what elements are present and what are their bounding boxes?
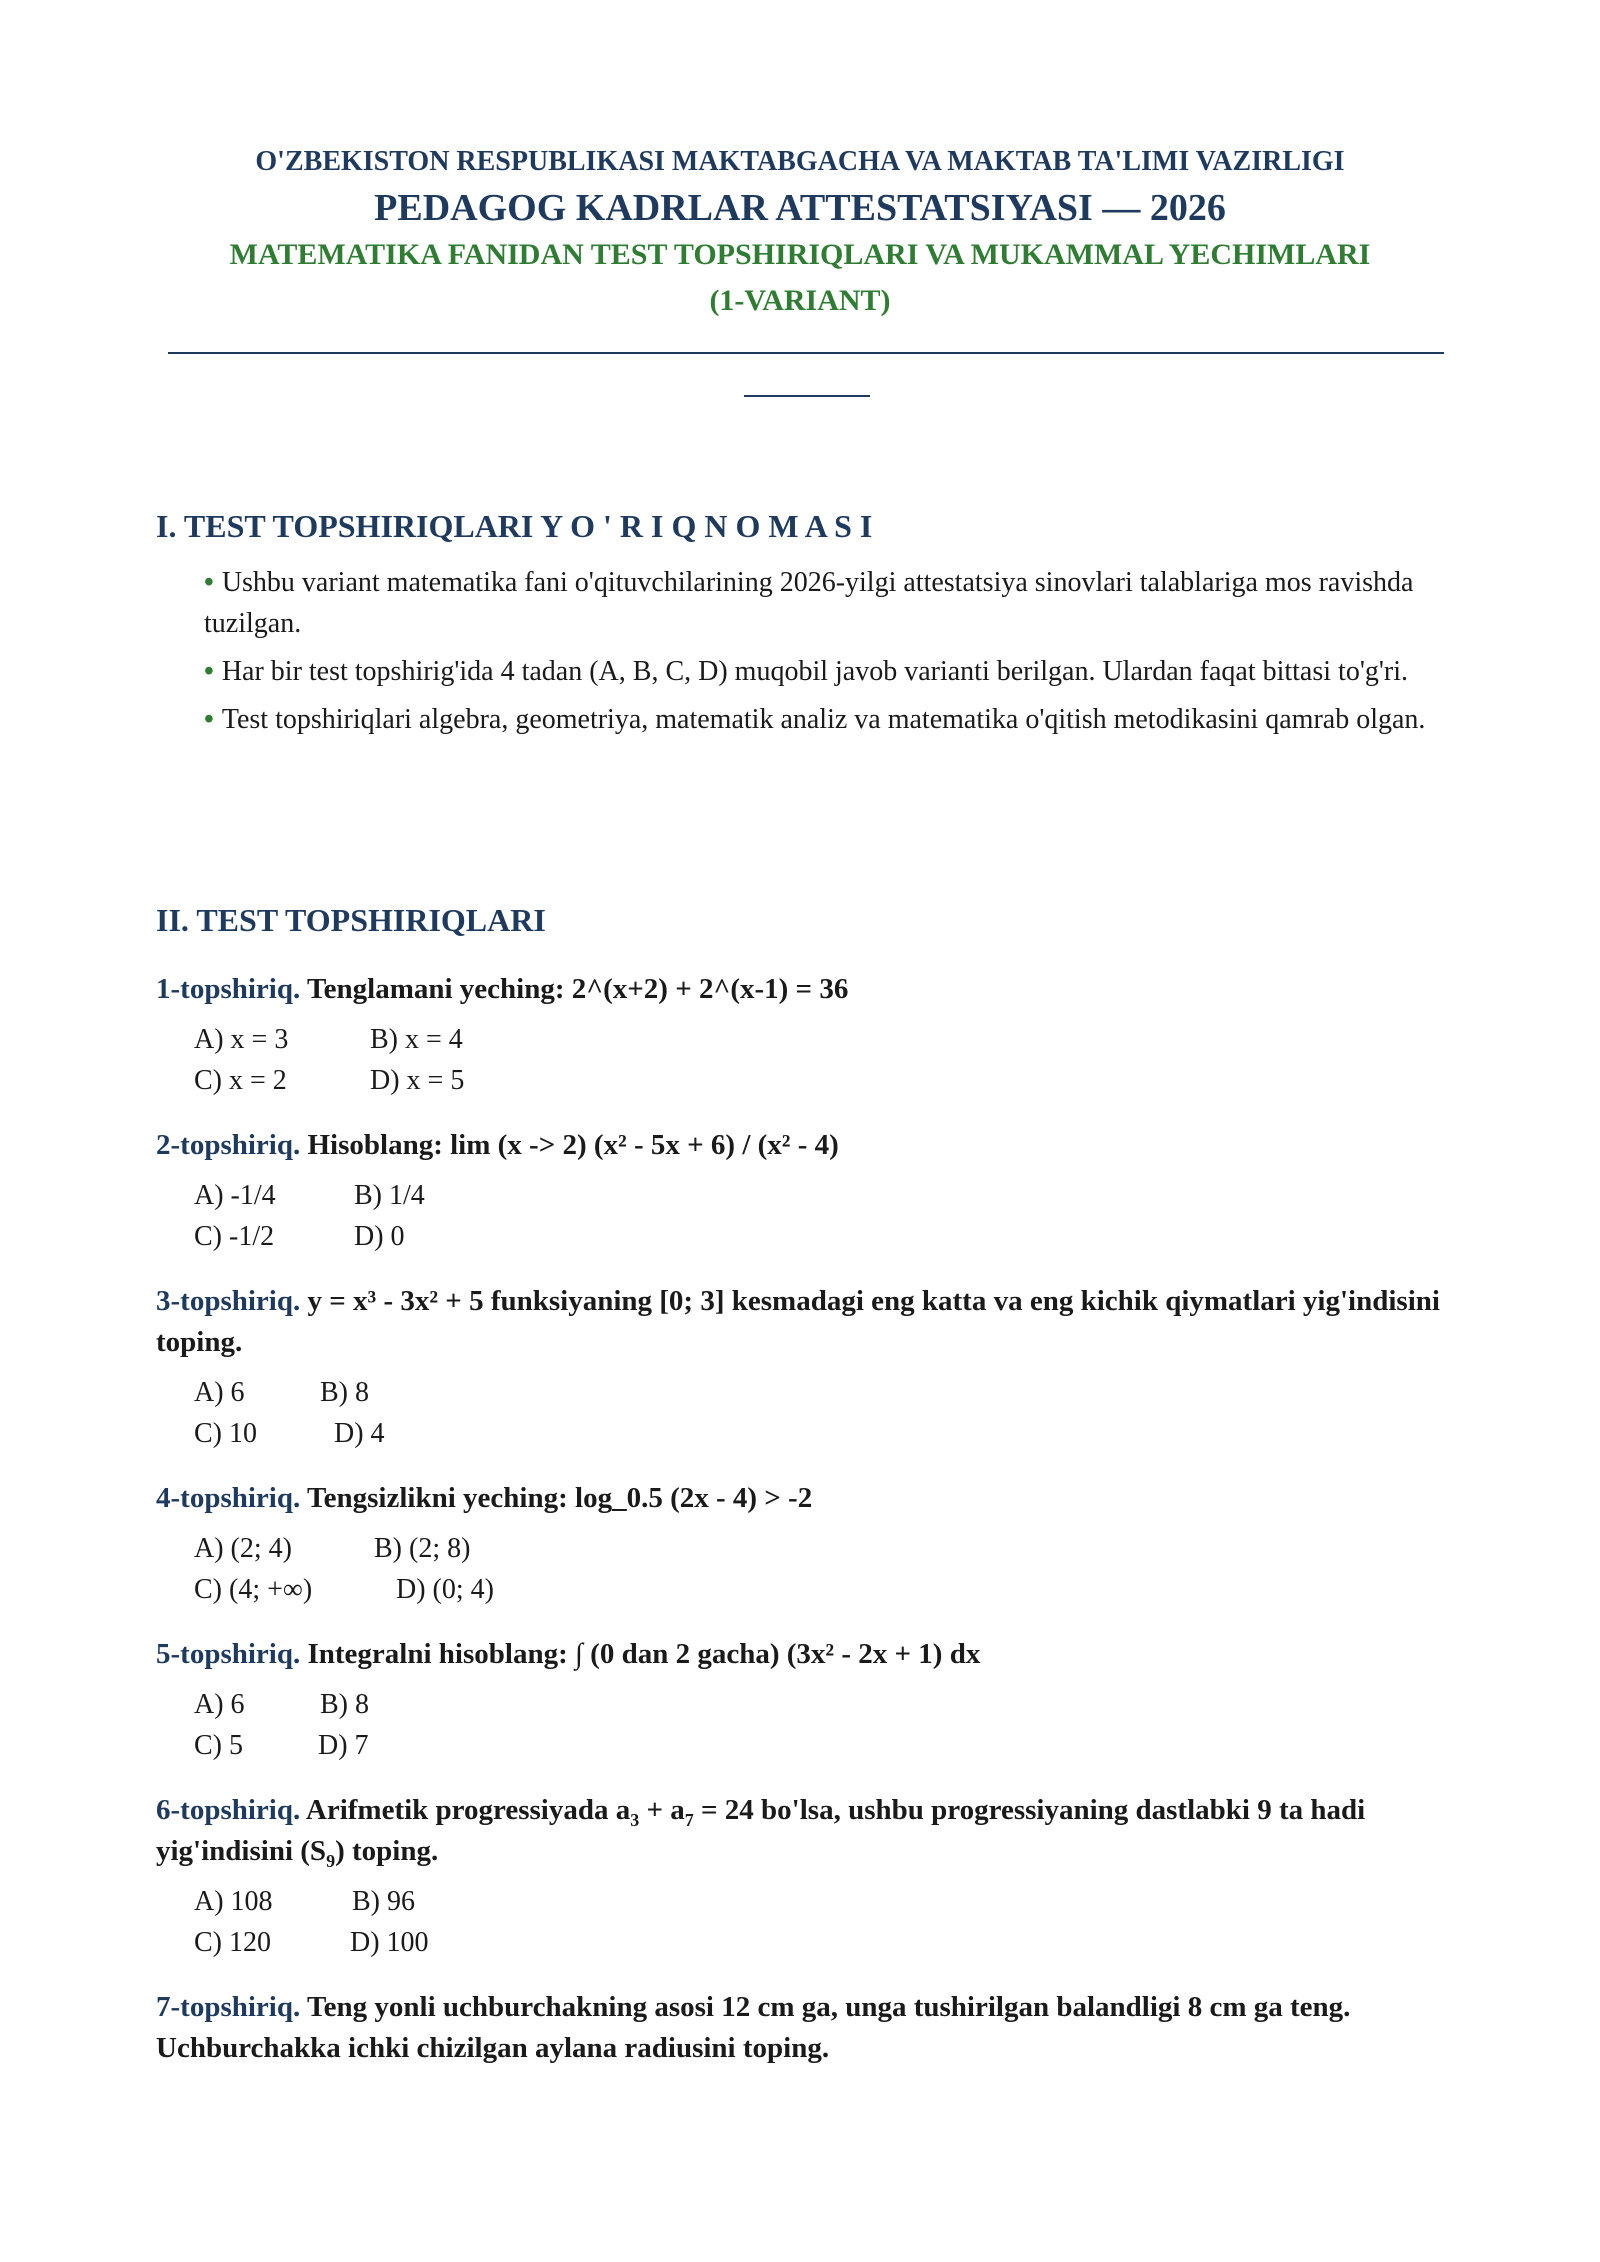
task-3 — [156, 1281, 1446, 1454]
task-question: 4-topshiriq. Tengsizlikni yeching: log_0.5 (2x - 4) > -2 — [156, 1482, 813, 1514]
option-b: B) x = 4 — [370, 1024, 463, 1055]
task-number: 2-topshiriq. — [156, 1129, 301, 1161]
bullet-icon: • — [204, 656, 214, 687]
list-item: • Ushbu variant matematika fani o'qituvchilarining 2026-yilgi attestatsiya sinovlari talablariga mos ravishda tuzilgan. — [204, 567, 1414, 639]
task-number: 7-topshiriq. — [156, 1991, 301, 2023]
header-short-divider — [744, 395, 870, 397]
option-b: B) 96 — [352, 1886, 415, 1917]
task-question: 1-topshiriq. Tenglamani yeching: 2^(x+2) + 2^(x-1) = 36 — [156, 973, 849, 1005]
task-number: 3-topshiriq. — [156, 1285, 301, 1317]
task-6 — [156, 1790, 1446, 1963]
option-d: D) x = 5 — [370, 1065, 465, 1096]
answer-options — [194, 1684, 1446, 1766]
bullet-icon: • — [204, 567, 214, 598]
section-tasks-title: II. TEST TOPSHIRIQLARI — [156, 902, 546, 938]
task-2 — [156, 1125, 1446, 1257]
document-title: PEDAGOG KADRLAR ATTESTATSIYASI — 2026 — [374, 187, 1226, 229]
option-c: C) x = 2 — [194, 1065, 287, 1096]
option-a: A) x = 3 — [194, 1024, 289, 1055]
task-4 — [156, 1478, 1446, 1610]
option-a: A) -1/4 — [194, 1180, 276, 1211]
task-5 — [156, 1634, 1446, 1766]
section-instructions-title: I. TEST TOPSHIRIQLARI Y O ' R I Q N O M A S I — [156, 508, 873, 544]
option-c: C) 10 — [194, 1418, 257, 1449]
task-number: 1-topshiriq. — [156, 973, 301, 1005]
option-c: C) (4; +∞) — [194, 1574, 313, 1605]
answer-options — [194, 1019, 1446, 1101]
bullet-icon: • — [204, 704, 214, 735]
task-question: 3-topshiriq. y = x³ - 3x² + 5 funksiyaning [0; 3] kesmadagi eng katta va eng kichik qiymatlari yig'indisini toping. — [156, 1285, 1440, 1358]
option-d: D) 4 — [334, 1418, 385, 1449]
option-a: A) 6 — [194, 1689, 245, 1720]
option-a: A) (2; 4) — [194, 1533, 292, 1564]
document-header — [160, 140, 1440, 324]
header-divider — [168, 352, 1444, 354]
task-1 — [156, 969, 1446, 1101]
task-question: 5-topshiriq. Integralni hisoblang: ∫ (0 dan 2 gacha) (3x² - 2x + 1) dx — [156, 1638, 981, 1670]
document-subtitle: MATEMATIKA FANIDAN TEST TOPSHIRIQLARI VA MUKAMMAL YECHIMLARI — [229, 238, 1371, 271]
option-a: A) 6 — [194, 1377, 245, 1408]
option-b: B) 8 — [320, 1377, 369, 1408]
list-item: • Test topshiriqlari algebra, geometriya, matematik analiz va matematika o'qitish metodikasini qamrab olgan. — [204, 704, 1426, 735]
option-a: A) 108 — [194, 1886, 273, 1917]
ministry-name: O'ZBEKISTON RESPUBLIKASI MAKTABGACHA VA MAKTAB TA'LIMI VAZIRLIGI — [255, 146, 1345, 177]
option-d: D) (0; 4) — [396, 1574, 494, 1605]
option-c: C) 120 — [194, 1927, 271, 1958]
option-d: D) 0 — [354, 1221, 405, 1252]
option-d: D) 100 — [350, 1927, 429, 1958]
task-question: 7-topshiriq. Teng yonli uchburchakning asosi 12 cm ga, unga tushirilgan balandligi 8 cm ga teng. Uchburchakka ichki chizilgan aylana radiusini toping. — [156, 1991, 1351, 2064]
answer-options — [194, 1175, 1446, 1257]
task-number: 6-topshiriq. — [156, 1794, 301, 1826]
task-7 — [156, 1987, 1446, 2069]
task-question: 2-topshiriq. Hisoblang: lim (x -> 2) (x² - 5x + 6) / (x² - 4) — [156, 1129, 839, 1161]
answer-options — [194, 1528, 1446, 1610]
task-number: 4-topshiriq. — [156, 1482, 301, 1514]
instructions-list — [204, 562, 1444, 747]
task-question: 6-topshiriq. Arifmetik progressiyada $a_3 + a_7 = 24$ bo'lsa, ushbu progressiyaning dastlabki 9 ta hadi yig'indisini $(S_9)$ toping. — [156, 1794, 1366, 1871]
option-b: B) 1/4 — [354, 1180, 425, 1211]
option-b: B) 8 — [320, 1689, 369, 1720]
option-d: D) 7 — [318, 1730, 369, 1761]
list-item: • Har bir test topshirig'ida 4 tadan (A, B, C, D) muqobil javob varianti berilgan. Ulardan faqat bittasi to'g'ri. — [204, 656, 1409, 687]
answer-options — [194, 1881, 1446, 1963]
answer-options — [194, 1372, 1446, 1454]
option-c: C) 5 — [194, 1730, 243, 1761]
option-b: B) (2; 8) — [374, 1533, 471, 1564]
option-c: C) -1/2 — [194, 1221, 275, 1252]
task-number: 5-topshiriq. — [156, 1638, 301, 1670]
variant-label: (1-VARIANT) — [709, 284, 891, 317]
